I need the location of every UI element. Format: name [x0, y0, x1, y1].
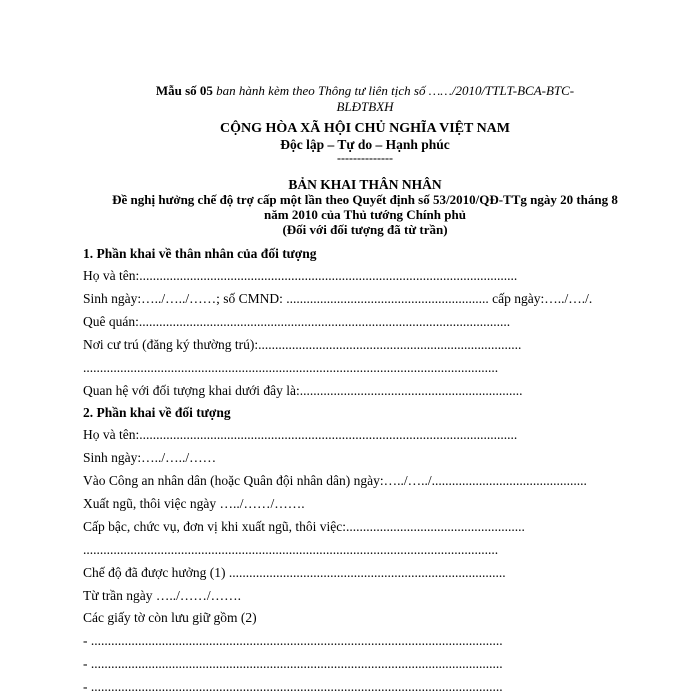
form-number: Mẫu số 05 [155, 83, 213, 98]
relationship-field: Quan hệ với đối tượng khai dưới đây là:.................................................................. [83, 383, 523, 398]
relative-birth-id-field: Sinh ngày:…../…../……; số CMND: ............................................................ cấp ngày:…../…./. [83, 291, 593, 306]
relative-hometown-field: Quê quán:.............................................................................................................. [83, 314, 511, 329]
relative-residence-cont: ........................................................................................................................... [83, 360, 499, 375]
documents-line: - .......................................................................................................................... [83, 633, 503, 648]
subject-benefits-field: Chế độ đã được hưởng (1) .................................................................................. [83, 565, 506, 580]
subject-discharged-field: Xuất ngũ, thôi việc ngày …../……/……. [83, 496, 305, 511]
document-subtitle [70, 192, 660, 237]
relative-residence-field: Nơi cư trú (đăng ký thường trú):.............................................................................. [83, 337, 522, 352]
documents-line: - .......................................................................................................................... [83, 656, 503, 671]
national-title: CỘNG HÒA XÃ HỘI CHỦ NGHĨA VIỆT NAM [219, 121, 510, 136]
documents-label: Các giấy tờ còn lưu giữ gồm (2) [83, 610, 257, 625]
section1-heading: 1. Phần khai về thân nhân của đối tượng [83, 246, 317, 261]
document-subtitle-line3: (Đối với đối tượng đã từ trần) [282, 222, 448, 237]
document-subtitle-line2: năm 2010 của Thủ tướng Chính phủ [264, 207, 466, 222]
relative-name-field: Họ và tên:................................................................................................................ [83, 268, 518, 283]
national-motto: Độc lập – Tự do – Hạnh phúc [280, 137, 450, 152]
subject-joined-field: Vào Công an nhân dân (hoặc Quân đội nhân dân) ngày:…../…../.............................................. [83, 473, 587, 488]
document-title: BẢN KHAI THÂN NHÂN [288, 177, 442, 192]
section2-heading: 2. Phần khai về đối tượng [83, 405, 231, 420]
subject-rank-cont: ........................................................................................................................... [83, 542, 499, 557]
subject-name-field: Họ và tên:................................................................................................................ [83, 427, 518, 442]
form-legal-basis: ban hành kèm theo Thông tư liên tịch số ……/2010/TTLT-BCA-BTC- [212, 83, 575, 98]
subject-rank-field: Cấp bậc, chức vụ, đơn vị khi xuất ngũ, thôi việc:..................................................... [83, 519, 525, 534]
subject-death-field: Từ trần ngày …../……/……. [83, 588, 242, 603]
subject-birth-field: Sinh ngày:…../…../…… [83, 450, 217, 465]
form-legal-basis-cont: BLĐTBXH [336, 99, 394, 114]
documents-line: - .......................................................................................................................... [83, 679, 503, 694]
form-identifier [70, 83, 660, 115]
divider: -------------- [337, 151, 393, 165]
document-subtitle-line1: Đề nghị hưởng chế độ trợ cấp một lần theo Quyết định số 53/2010/QĐ-TTg ngày 20 tháng 8 [112, 192, 618, 207]
